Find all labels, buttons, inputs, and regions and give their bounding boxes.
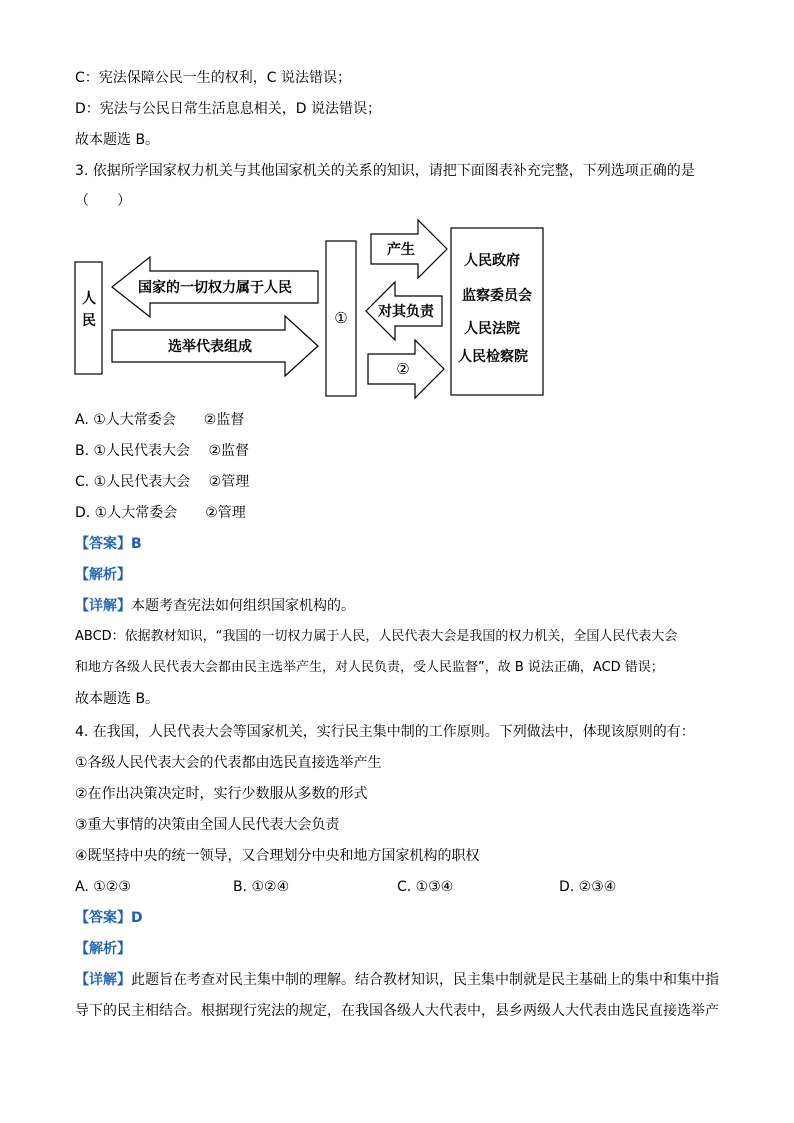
power-belongs-label: 国家的一切权力属于人民 <box>138 280 292 296</box>
q3-option-d: D. ①人大常委会 ②管理 <box>75 505 246 521</box>
q3-detail-line-3: 和地方各级人民代表大会都由民主选举产生，对人民负责，受人民监督”，故 B 说法正确，ACD 错误； <box>75 660 664 675</box>
q3-answer-tag: 【答案】B <box>75 536 142 552</box>
organ-government: 人民政府 <box>464 253 520 269</box>
arrow-2-label: ② <box>396 360 410 378</box>
analysis-line-d: D：宪法与公民日常生活息息相关，D 说法错误； <box>75 101 382 117</box>
produce-label: 产生 <box>387 242 415 258</box>
q4-statement-2: ②在作出决策决定时，实行少数服从多数的形式 <box>75 786 368 802</box>
q3-option-b: B. ①人民代表大会 ②监督 <box>75 443 250 459</box>
q4-statement-1: ①各级人民代表大会的代表都由选民直接选举产生 <box>75 755 382 771</box>
conclusion-line: 故本题选 B。 <box>75 132 160 148</box>
organ-supervision: 监察委员会 <box>462 288 532 304</box>
q3-detail-line-1 <box>75 597 355 615</box>
q3-detail-line-2: ABCD：依据教材知识，“我国的一切权力属于人民，人民代表大会是我国的权力机关，全国人民代表大会 <box>75 629 678 644</box>
q3-option-c: C. ①人民代表大会 ②管理 <box>75 474 250 490</box>
q3-detail-line-4: 故本题选 B。 <box>75 691 160 707</box>
q4-option-a: A. ①②③ <box>75 879 131 895</box>
organ-court: 人民法院 <box>464 321 520 337</box>
responsible-label: 对其负责 <box>378 304 434 320</box>
q4-detail-tag: 【详解】 <box>75 972 131 988</box>
question-3-stem: 3. 依据所学国家权力机关与其他国家机关的关系的知识，请把下面图表补充完整，下列选项正确的是 <box>75 163 695 179</box>
elect-representatives-label: 选举代表组成 <box>168 339 252 355</box>
q4-option-c: C. ①③④ <box>397 879 454 895</box>
analysis-line-c: C：宪法保障公民一生的权利，C 说法错误； <box>75 70 351 86</box>
q3-option-a: A. ①人大常委会 ②监督 <box>75 412 245 428</box>
q4-statement-3: ③重大事情的决策由全国人民代表大会负责 <box>75 817 340 833</box>
q3-detail-tag: 【详解】 <box>75 598 131 614</box>
people-label-1: 人民 <box>82 291 96 329</box>
power-relationship-diagram <box>0 0 794 420</box>
q3-detail-text: 本题考查宪法如何组织国家机构的。 <box>131 598 355 614</box>
q4-option-d: D. ②③④ <box>559 879 617 895</box>
q4-detail-line-2: 导下的民主相结合。根据现行宪法的规定，在我国各级人大代表中，县乡两级人大代表由选民直接选举产 <box>75 1003 719 1019</box>
q4-detail-line-1 <box>75 971 719 989</box>
center-label: ① <box>334 309 348 327</box>
q3-analysis-tag: 【解析】 <box>75 567 131 583</box>
question-4-stem: 4. 在我国，人民代表大会等国家机关，实行民主集中制的工作原则。下列做法中，体现该原则的有： <box>75 724 695 740</box>
q4-analysis-tag: 【解析】 <box>75 941 131 957</box>
q4-answer-tag: 【答案】D <box>75 910 143 926</box>
q4-detail-text: 此题旨在考查对民主集中制的理解。结合教材知识，民主集中制就是民主基础上的集中和集中指 <box>131 972 719 988</box>
q4-statement-4: ④既坚持中央的统一领导，又合理划分中央和地方国家机构的职权 <box>75 848 480 864</box>
q4-option-b: B. ①②④ <box>233 879 290 895</box>
organ-procuratorate: 人民检察院 <box>458 349 528 365</box>
question-3-paren: （ ） <box>75 193 131 209</box>
